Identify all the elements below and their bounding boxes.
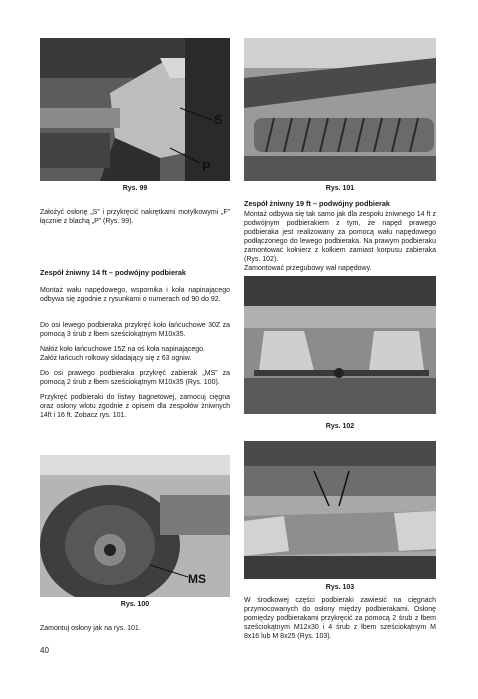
figure-101-photo bbox=[244, 38, 436, 181]
figure-99-photo bbox=[40, 38, 230, 181]
paragraph-driveshaft: Zamontować przegubowy wał napędowy. bbox=[244, 265, 372, 272]
figure-102-photo bbox=[244, 276, 436, 414]
paragraph-sprocket-15z: Nałóż koło łańcuchowe 15Z na oś koła napinającego. bbox=[40, 346, 205, 353]
label-s: S bbox=[214, 112, 223, 127]
label-p: P bbox=[202, 159, 211, 174]
heading-14ft: Zespół żniwny 14 ft – podwójny podbierak bbox=[40, 268, 186, 277]
label-ms: MS bbox=[188, 572, 206, 586]
paragraph-driver-ms: Do osi prawego podbieraka przykręć zabierak „MS” za pomocą 2 śrub z łbem sześciokątnym M10x35 (Rys. 100). bbox=[40, 370, 230, 386]
heading-19ft: Zespół żniwny 19 ft – podwójny podbierak bbox=[244, 199, 390, 208]
paragraph-cover-s: Założyć osłonę „S” i przykręcić nakrętkami motylkowymi „F” łącznie z blachą „P” (Rys. 99). bbox=[40, 209, 230, 225]
paragraph-center-pickups: W środkowej części podbieraki zawiesić na cięgnach przymocowanych do osłony między podbierakami. Osłonę pomiędzy podbierakami przykręcić za pomocą 2 śrub z łbem sześciokątnym M12x30 i 4 śrub z łbem sześciokątnym M 8x16 lub M 8x25 (Rys. 103). bbox=[244, 597, 436, 640]
paragraph-sprocket-30z: Do osi lewego podbieraka przykręć koło łańcuchowe 30Z za pomocą 3 śrub z łbem sześciokątnym M10x35. bbox=[40, 322, 230, 338]
figure-99-caption: Rys. 99 bbox=[122, 185, 148, 192]
figure-102-caption: Rys. 102 bbox=[325, 423, 355, 430]
figure-100-photo bbox=[40, 455, 230, 597]
figure-101-caption: Rys. 101 bbox=[325, 185, 355, 192]
paragraph-pickups-bayonet: Przykręć podbieraki do listwy bagnetowej, zamocuj cięgna oraz osłony wlotu zgodnie z opisem dla zespołów żniwnych 14ft i 16 ft. Zobacz rys. 101. bbox=[40, 394, 230, 419]
page-number: 40 bbox=[40, 646, 49, 655]
figure-103-caption: Rys. 103 bbox=[325, 584, 355, 591]
paragraph-drive-shaft-mount: Montaż wału napędowego, wspornika i koła napinającego odbywa się zgodnie z rysunkami o numerach od 90 do 92. bbox=[40, 287, 230, 303]
paragraph-roller-chain: Załóż łańcuch rolkowy składający się z 63 ogniw. bbox=[40, 355, 192, 362]
figure-100-caption: Rys. 100 bbox=[120, 601, 150, 608]
paragraph-19ft-assembly: Montaż odbywa się tak samo jak dla zespołu żniwnego 14 ft z podwójnym podbierakiem z tym, że napęd prawego podbieraka jest realizowany za pomocą wału napędowego podłączonego do lewego podbieraka. Na prawym podbieraku zamontować kołnierz z kołkiem zamiast korpusu zabieraka (Rys. 102). bbox=[244, 211, 436, 263]
figure-103-photo bbox=[244, 441, 436, 579]
paragraph-mount-covers: Zamontuj osłony jak na rys. 101. bbox=[40, 625, 141, 632]
